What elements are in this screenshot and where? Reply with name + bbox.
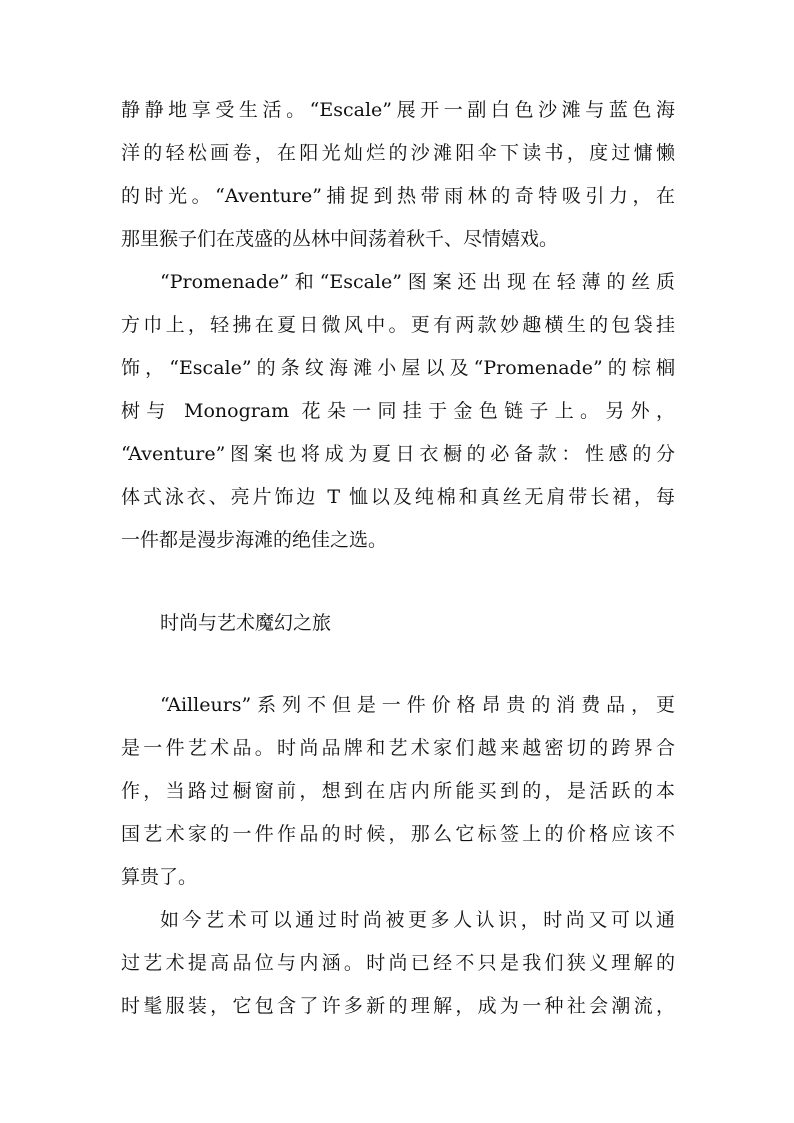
text-line: “Ailleurs”系列不但是一件价格昂贵的消费品，更: [160, 694, 675, 716]
text-line: 饰，“Escale”的条纹海滩小屋以及“Promenade”的棕榈: [121, 357, 675, 379]
text-line: 方巾上，轻拂在夏日微风中。更有两款妙趣横生的包袋挂: [121, 314, 675, 336]
text-line: “Promenade”和“Escale”图案还出现在轻薄的丝质: [160, 271, 675, 293]
text-line: 算贵了。: [121, 866, 198, 888]
section-heading: 时尚与艺术魔幻之旅: [160, 612, 332, 634]
text-line: 如今艺术可以通过时尚被更多人认识，时尚又可以通: [160, 909, 675, 931]
text-line: 时髦服装，它包含了许多新的理解，成为一种社会潮流，: [121, 995, 675, 1017]
text-line: 一件都是漫步海滩的绝佳之选。: [121, 529, 388, 551]
text-line: 作，当路过橱窗前，想到在店内所能买到的，是活跃的本: [121, 780, 675, 802]
text-line: 洋的轻松画卷，在阳光灿烂的沙滩阳伞下读书，度过慵懒: [121, 142, 675, 164]
text-line: 的时光。“Aventure”捕捉到热带雨林的奇特吸引力，在: [121, 185, 675, 207]
text-line: 那里猴子们在茂盛的丛林中间荡着秋千、尽情嬉戏。: [121, 228, 559, 250]
text-line: “Aventure”图案也将成为夏日衣橱的必备款：性感的分: [121, 443, 675, 465]
text-line: 静静地享受生活。“Escale”展开一副白色沙滩与蓝色海: [121, 99, 675, 121]
text-line: 体式泳衣、亮片饰边 T 恤以及纯棉和真丝无肩带长裙，每: [121, 486, 675, 508]
text-line: 是一件艺术品。时尚品牌和艺术家们越来越密切的跨界合: [121, 737, 675, 759]
text-line: 过艺术提高品位与内涵。时尚已经不只是我们狭义理解的: [121, 952, 675, 974]
text-line: 树与 Monogram 花朵一同挂于金色链子上。另外，: [121, 400, 675, 422]
text-line: 国艺术家的一件作品的时候，那么它标签上的价格应该不: [121, 823, 675, 845]
